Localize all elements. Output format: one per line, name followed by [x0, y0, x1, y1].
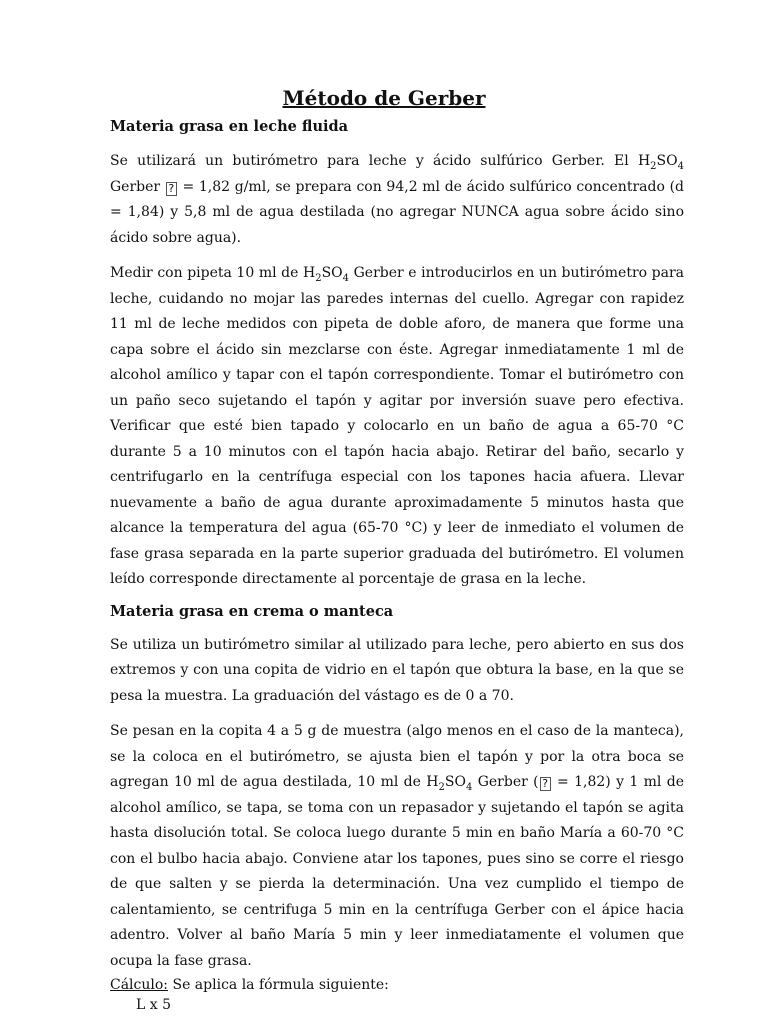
- text-run: SO: [656, 153, 678, 169]
- calculation-line: [110, 976, 684, 995]
- paragraph-procedimiento-leche: [110, 261, 684, 593]
- calculation-text: Se aplica la fórmula siguiente:: [168, 977, 389, 993]
- subscript: 2: [438, 781, 445, 793]
- formula-numerator: L x 5: [136, 997, 171, 1013]
- text-run: Se utilizará un butirómetro para leche y ácido sulfúrico Gerber. El H: [110, 153, 651, 169]
- calculation-label: Cálculo:: [110, 977, 169, 993]
- missing-glyph-symbol: ?: [540, 777, 551, 791]
- document-body: [110, 118, 684, 1015]
- paragraph-butirometro-crema: Se utiliza un butirómetro similar al utilizado para leche, pero abierto en sus dos extremos y con una copita de vidrio en el tapón que obtura la base, en la que se pesa la muestra. La graduación del vástago es de 0 a 70.: [110, 636, 684, 704]
- paragraph-preparacion-acido: [110, 149, 684, 251]
- text-run: SO: [321, 265, 343, 281]
- text-run: = 1,82) y 1 ml de alcohol amílico, se tapa, se toma con un repasador y sujetando el tapón se agita hasta disolución total. Se coloca luego durante 5 min en baño María a 60-70 °C con el bulbo hacia abajo. Conviene atar los tapones, pues sino se corre el riesgo de que salten y se pierda la determinación. Una vez cumplido el tiempo de calentamiento, se centrifuga 5 min en la centrífuga Gerber con el ápice hacia adentro. Volver al baño María 5 min y leer inmediatamente el volumen que ocupa la fase grasa.: [110, 774, 684, 969]
- text-run: Medir con pipeta 10 ml de H: [110, 265, 316, 281]
- subscript: 2: [650, 160, 657, 172]
- text-run: Gerber (: [472, 774, 539, 790]
- missing-glyph-symbol: ?: [166, 182, 177, 196]
- document-title: Método de Gerber: [282, 86, 486, 110]
- text-run: Se pesan en la copita 4 a 5 g de muestra (algo menos en el caso de la manteca), se la coloca en el butirómetro, se ajusta bien el tapón y por la otra boca se agregan 10 ml de agua destilada, 10 ml de H: [110, 723, 684, 790]
- subscript: 4: [342, 272, 350, 284]
- subscript: 4: [677, 160, 684, 172]
- section-heading-crema-manteca: Materia grasa en crema o manteca: [110, 602, 394, 620]
- section-heading-leche-fluida: Materia grasa en leche fluida: [110, 118, 349, 135]
- text-run: Gerber: [110, 178, 165, 195]
- subscript: 4: [465, 781, 473, 793]
- text-run: Gerber e introducirlos en un butirómetro para leche, cuidando no mojar las paredes internas del cuello. Agregar con rapidez 11 ml de leche medidos con pipeta de doble aforo, de manera que forme una capa sobre el ácido sin mezclarse con éste. Agregar inmediatamente 1 ml de alcohol amílico y tapar con el tapón correspondiente. Tomar el butirómetro con un paño seco sujetando el tapón y agitar por inversión suave pero efectiva. Verificar que esté bien tapado y colocarlo en un baño de agua a 65-70 °C durante 5 a 10 minutos con el tapón hacia abajo. Retirar del baño, secarlo y centrifugarlo en la centrífuga especial con los tapones hacia afuera. Llevar nuevamente a baño de agua durante aproximadamente 5 minutos hasta que alcance la temperatura del agua (65-70 °C) y leer de inmediato el volumen de fase grasa separada en la parte superior graduada del butirómetro. El volumen leído corresponde directamente al porcentaje de grasa en la leche.: [110, 265, 684, 587]
- text-run: = 1,82 g/ml, se prepara con 94,2 ml de ácido sulfúrico concentrado (d = 1,84) y 5,8 ml de agua destilada (no agregar NUNCA agua sobre ácido sino ácido sobre agua).: [110, 178, 684, 246]
- paragraph-procedimiento-crema: [110, 719, 684, 974]
- subscript: 2: [315, 272, 322, 284]
- text-run: SO: [444, 774, 466, 790]
